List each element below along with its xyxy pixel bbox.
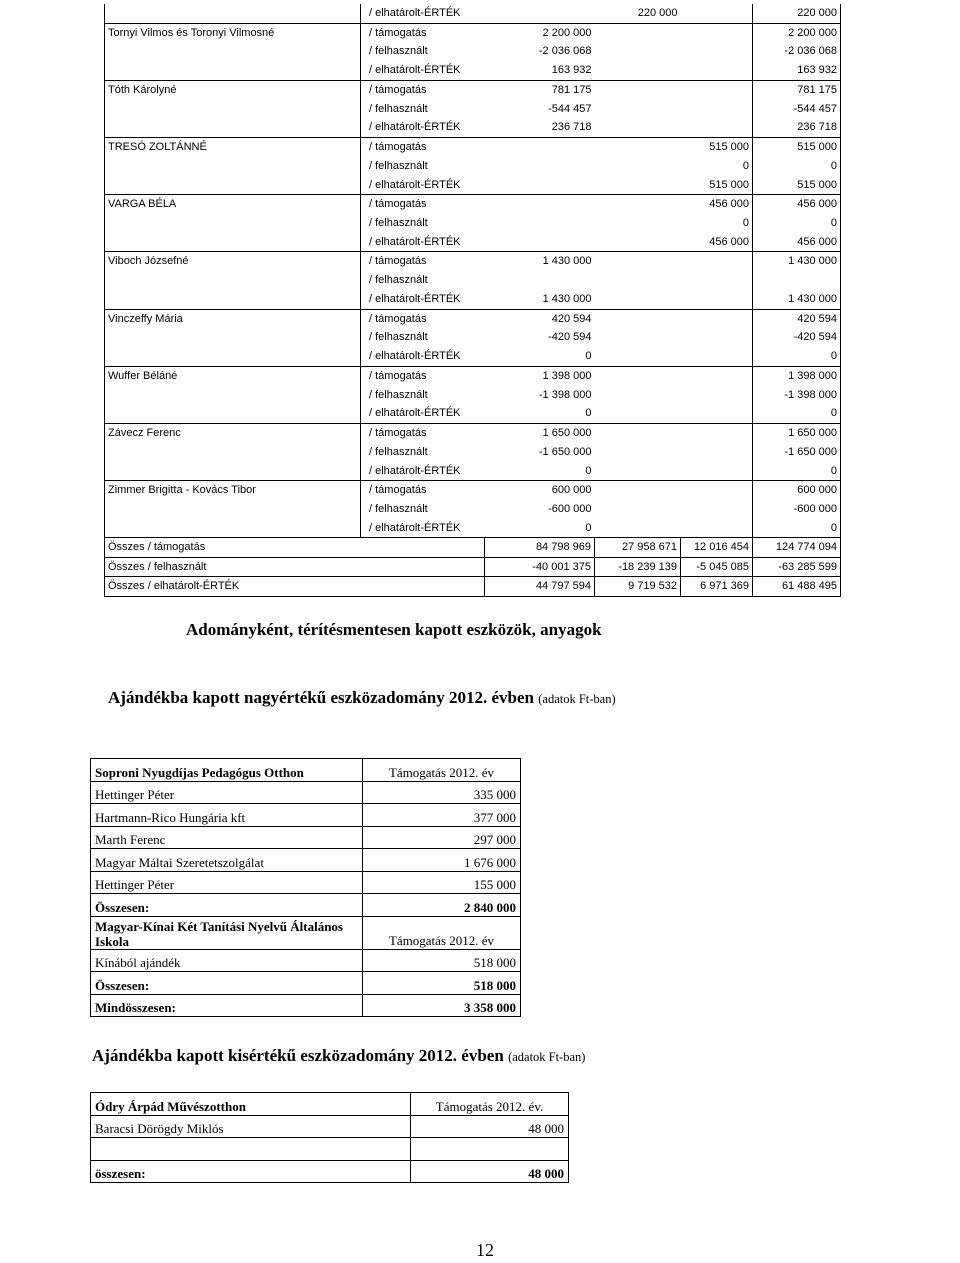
ledger-total: 420 594 <box>753 309 841 328</box>
ledger-value-1: 1 398 000 <box>542 369 592 382</box>
ledger-value-1: -2 036 068 <box>538 45 592 58</box>
ledger-name <box>105 404 361 423</box>
ledger-name <box>105 214 361 233</box>
ledger-value-2 <box>595 157 681 176</box>
big-donation-title-unit: (adatok Ft-ban) <box>538 692 616 706</box>
donation-label: Marth Ferenc <box>91 826 363 849</box>
ledger-total <box>753 271 841 290</box>
donation-row <box>91 1138 569 1161</box>
ledger-type: / felhasznált <box>361 157 485 176</box>
ledger-value-2 <box>595 328 681 347</box>
ledger-row <box>105 23 841 42</box>
ledger-value-3: 456 000 <box>681 233 753 252</box>
ledger-value-2 <box>595 366 681 385</box>
ledger-total-value-2: 27 958 671 <box>595 538 681 558</box>
donation-row <box>91 826 521 849</box>
section-title: Adományként, térítésmentesen kapott eszközök, anyagok <box>186 620 602 639</box>
ledger-row <box>105 481 841 500</box>
ledger-name <box>105 290 361 309</box>
ledger-value-1: 781 175 <box>551 83 592 96</box>
ledger-value-2 <box>595 137 681 156</box>
ledger-row <box>105 61 841 80</box>
ledger-total: 0 <box>753 404 841 423</box>
donation-value: Támogatás 2012. év <box>363 759 521 782</box>
ledger-value-3 <box>681 80 753 99</box>
ledger-value-3 <box>681 328 753 347</box>
ledger-value-1: 0 <box>485 347 595 366</box>
ledger-total: 781 175 <box>753 80 841 99</box>
ledger-value-2 <box>595 99 681 118</box>
ledger-total: -420 594 <box>753 328 841 347</box>
ledger-total: 600 000 <box>753 481 841 500</box>
ledger-total: 0 <box>753 214 841 233</box>
ledger-name <box>105 42 361 61</box>
ledger-value-2 <box>595 500 681 519</box>
ledger-row <box>105 385 841 404</box>
ledger-value-2 <box>595 519 681 538</box>
ledger-type: / támogatás <box>361 309 485 328</box>
ledger-value-2 <box>595 462 681 481</box>
ledger-type: / támogatás <box>361 195 485 214</box>
ledger-value-2 <box>595 23 681 42</box>
ledger-name <box>105 385 361 404</box>
ledger-value-2 <box>595 42 681 61</box>
ledger-value-3 <box>681 519 753 538</box>
ledger-row <box>105 157 841 176</box>
ledger-value-1: 0 <box>485 404 595 423</box>
ledger-value-1: 1 430 000 <box>485 290 595 309</box>
small-donation-table <box>90 1092 569 1183</box>
ledger-type: / támogatás <box>361 252 485 271</box>
donation-value: Támogatás 2012. év. <box>411 1093 569 1116</box>
ledger-value-1: -1 650 000 <box>538 445 592 458</box>
donation-row <box>91 972 521 995</box>
donation-row <box>91 849 521 872</box>
ledger-row <box>105 423 841 442</box>
ledger-row <box>105 328 841 347</box>
ledger-value-2 <box>595 385 681 404</box>
ledger-value-2 <box>595 233 681 252</box>
ledger-row <box>105 290 841 309</box>
ledger-type: / elhatárolt-ÉRTÉK <box>361 61 485 80</box>
ledger-name <box>105 443 361 462</box>
donation-value: 1 676 000 <box>363 849 521 872</box>
ledger-value-1 <box>485 157 595 176</box>
ledger-total: 0 <box>753 157 841 176</box>
ledger-name <box>105 328 361 347</box>
ledger-value-3 <box>681 42 753 61</box>
ledger-value-2 <box>595 214 681 233</box>
ledger-total: -1 398 000 <box>753 385 841 404</box>
ledger-value-3 <box>681 366 753 385</box>
ledger-total: 1 430 000 <box>753 252 841 271</box>
ledger-name <box>105 462 361 481</box>
ledger-value-3 <box>681 462 753 481</box>
ledger-total-value-3: 6 971 369 <box>681 577 753 597</box>
ledger-row <box>105 252 841 271</box>
ledger-value-1: 420 594 <box>551 312 592 325</box>
ledger-type: / elhatárolt-ÉRTÉK <box>361 462 485 481</box>
donation-label: Mindösszesen: <box>91 994 363 1017</box>
ledger-name: Závecz Ferenc <box>105 423 361 442</box>
ledger-row <box>105 462 841 481</box>
donation-label: Baracsi Dörögdy Miklós <box>91 1115 411 1138</box>
small-donation-title <box>92 1046 585 1066</box>
small-donation-title-main: Ajándékba kapott kisértékű eszközadomány 2012. évben <box>92 1046 504 1065</box>
ledger-value-3 <box>681 118 753 137</box>
ledger-row <box>105 4 841 23</box>
ledger-value-3: 0 <box>742 216 749 229</box>
ledger-row <box>105 214 841 233</box>
donation-value: 3 358 000 <box>363 994 521 1017</box>
ledger-value-1: 0 <box>485 519 595 538</box>
donation-row <box>91 1115 569 1138</box>
ledger-value-1: -600 000 <box>548 502 592 515</box>
ledger-type: / felhasznált <box>361 271 485 290</box>
ledger-row <box>105 99 841 118</box>
ledger-row <box>105 271 841 290</box>
ledger-value-2 <box>595 176 681 195</box>
ledger-row <box>105 309 841 328</box>
ledger-name <box>105 61 361 80</box>
ledger-value-3 <box>681 290 753 309</box>
donation-value: 335 000 <box>363 781 521 804</box>
ledger-value-2 <box>595 80 681 99</box>
ledger-value-2 <box>595 252 681 271</box>
donation-row <box>91 894 521 917</box>
ledger-value-3 <box>681 4 753 23</box>
ledger-name: TRESÓ ZOLTÁNNÉ <box>105 137 361 156</box>
ledger-total-label: Összes / felhasznált <box>105 557 485 577</box>
ledger-value-2 <box>595 404 681 423</box>
ledger-name: Wuffer Béláné <box>105 366 361 385</box>
ledger-total-sum: 124 774 094 <box>753 538 841 558</box>
ledger-value-3 <box>681 385 753 404</box>
ledger-name <box>105 519 361 538</box>
ledger-name <box>105 99 361 118</box>
ledger-type: / elhatárolt-ÉRTÉK <box>361 176 485 195</box>
ledger-value-1: 163 932 <box>485 61 595 80</box>
ledger-type: / felhasznált <box>361 42 485 61</box>
ledger-type: / elhatárolt-ÉRTÉK <box>361 233 485 252</box>
ledger-total-value-3: -5 045 085 <box>681 557 753 577</box>
ledger-type: / felhasznált <box>361 443 485 462</box>
ledger-row <box>105 233 841 252</box>
ledger-total: 456 000 <box>753 195 841 214</box>
ledger-value-1 <box>485 214 595 233</box>
ledger-value-3: 456 000 <box>709 198 749 211</box>
ledger-total: -544 457 <box>753 99 841 118</box>
ledger-total: 2 200 000 <box>753 23 841 42</box>
big-donation-title-main: Ajándékba kapott nagyértékű eszközadomány 2012. évben <box>108 688 534 707</box>
donation-label: Hettinger Péter <box>91 781 363 804</box>
ledger-value-3: 0 <box>742 159 749 172</box>
ledger-value-3 <box>681 271 753 290</box>
donation-value: 2 840 000 <box>363 894 521 917</box>
donation-value: 297 000 <box>363 826 521 849</box>
ledger-type: / felhasznált <box>361 500 485 519</box>
ledger-total-value-2: -18 239 139 <box>595 557 681 577</box>
ledger-row <box>105 404 841 423</box>
donation-row <box>91 759 521 782</box>
ledger-total-label: Összes / elhatárolt-ÉRTÉK <box>105 577 485 597</box>
ledger-row <box>105 42 841 61</box>
ledger-value-2 <box>595 443 681 462</box>
ledger-name <box>105 118 361 137</box>
ledger-value-1: 1 430 000 <box>542 255 592 268</box>
ledger-value-1: -420 594 <box>548 331 592 344</box>
ledger-total: -2 036 068 <box>753 42 841 61</box>
ledger-value-2 <box>595 118 681 137</box>
ledger-name: Zimmer Brigitta - Kovács Tibor <box>105 481 361 500</box>
ledger-value-2 <box>595 271 681 290</box>
ledger-total-value-1: -40 001 375 <box>485 557 595 577</box>
ledger-total: 163 932 <box>753 61 841 80</box>
ledger-row <box>105 366 841 385</box>
ledger-value-1: 1 650 000 <box>542 426 592 439</box>
ledger-name <box>105 500 361 519</box>
ledger-total-sum: 61 488 495 <box>753 577 841 597</box>
ledger-row <box>105 519 841 538</box>
donation-label: Magyar-Kínai Két Tanítási Nyelvű Általános Iskola <box>91 916 363 949</box>
ledger-total: 0 <box>753 519 841 538</box>
ledger-row <box>105 500 841 519</box>
ledger-value-3 <box>681 309 753 328</box>
donation-row <box>91 871 521 894</box>
donation-label: Hettinger Péter <box>91 871 363 894</box>
ledger-total-value-1: 44 797 594 <box>485 577 595 597</box>
donation-value: 518 000 <box>363 949 521 972</box>
ledger-value-1 <box>485 4 595 23</box>
donation-row <box>91 804 521 827</box>
donation-row <box>91 949 521 972</box>
ledger-name: Vinczeffy Mária <box>105 309 361 328</box>
ledger-name: Tornyi Vilmos és Toronyi Vilmosné <box>105 23 361 42</box>
ledger-name <box>105 176 361 195</box>
ledger-value-2 <box>595 423 681 442</box>
ledger-type: / elhatárolt-ÉRTÉK <box>361 4 485 23</box>
ledger-row <box>105 443 841 462</box>
ledger-total: 1 398 000 <box>753 366 841 385</box>
ledger-name: VARGA BÉLA <box>105 195 361 214</box>
ledger-name: Viboch Józsefné <box>105 252 361 271</box>
ledger-value-2 <box>595 309 681 328</box>
ledger-value-3 <box>681 500 753 519</box>
ledger-type: / támogatás <box>361 366 485 385</box>
ledger-name <box>105 347 361 366</box>
ledger-value-2 <box>595 481 681 500</box>
ledger-value-3 <box>681 61 753 80</box>
ledger-value-1: -544 457 <box>548 102 592 115</box>
ledger-row <box>105 80 841 99</box>
ledger-type: / elhatárolt-ÉRTÉK <box>361 404 485 423</box>
donation-label <box>91 1138 411 1161</box>
ledger-value-3 <box>681 423 753 442</box>
ledger-name <box>105 233 361 252</box>
ledger-name <box>105 4 361 23</box>
ledger-value-3 <box>681 443 753 462</box>
ledger-total-row <box>105 557 841 577</box>
ledger-value-1 <box>485 233 595 252</box>
ledger-row <box>105 176 841 195</box>
ledger-row <box>105 347 841 366</box>
ledger-type: / támogatás <box>361 23 485 42</box>
donation-value: 155 000 <box>363 871 521 894</box>
ledger-value-3 <box>681 404 753 423</box>
ledger-value-1 <box>485 195 595 214</box>
ledger-total: 515 000 <box>753 137 841 156</box>
ledger-type: / elhatárolt-ÉRTÉK <box>361 519 485 538</box>
ledger-value-1 <box>485 271 595 290</box>
ledger-value-3 <box>681 99 753 118</box>
donation-value: 518 000 <box>363 972 521 995</box>
donation-label: Ódry Árpád Művészotthon <box>91 1093 411 1116</box>
ledger-name: Tóth Károlyné <box>105 80 361 99</box>
ledger-total-row <box>105 577 841 597</box>
ledger-total: 1 650 000 <box>753 423 841 442</box>
donation-row <box>91 916 521 949</box>
ledger-total-value-1: 84 798 969 <box>485 538 595 558</box>
donation-label: Kínából ajándék <box>91 949 363 972</box>
ledger-type: / támogatás <box>361 80 485 99</box>
ledger-total: 1 430 000 <box>753 290 841 309</box>
ledger-type: / támogatás <box>361 481 485 500</box>
ledger-type: / elhatárolt-ÉRTÉK <box>361 118 485 137</box>
ledger-total: 236 718 <box>753 118 841 137</box>
ledger-type: / elhatárolt-ÉRTÉK <box>361 347 485 366</box>
ledger-value-2: 220 000 <box>595 4 681 23</box>
ledger-total-sum: -63 285 599 <box>753 557 841 577</box>
ledger-total: 0 <box>753 347 841 366</box>
ledger-row <box>105 118 841 137</box>
ledger-value-3: 515 000 <box>681 176 753 195</box>
ledger-total: 220 000 <box>753 4 841 23</box>
ledger-row <box>105 137 841 156</box>
ledger-total: 515 000 <box>753 176 841 195</box>
ledger-type: / felhasznált <box>361 385 485 404</box>
donation-row <box>91 781 521 804</box>
ledger-total-label: Összes / támogatás <box>105 538 485 558</box>
donation-label: összesen: <box>91 1160 411 1183</box>
ledger-total: -1 650 000 <box>753 443 841 462</box>
ledger-type: / támogatás <box>361 423 485 442</box>
ledger-value-1: 2 200 000 <box>542 26 592 39</box>
ledger-type: / felhasznált <box>361 328 485 347</box>
donation-value <box>411 1138 569 1161</box>
ledger-value-3 <box>681 481 753 500</box>
ledger-value-3 <box>681 23 753 42</box>
ledger-value-3 <box>681 252 753 271</box>
ledger-name <box>105 157 361 176</box>
donation-label: Hartmann-Rico Hungária kft <box>91 804 363 827</box>
ledger-row <box>105 195 841 214</box>
ledger-value-1 <box>485 176 595 195</box>
ledger-type: / támogatás <box>361 137 485 156</box>
ledger-value-3: 515 000 <box>709 140 749 153</box>
ledger-value-1: 600 000 <box>551 484 592 497</box>
donation-label: Soproni Nyugdíjas Pedagógus Otthon <box>91 759 363 782</box>
ledger-name <box>105 271 361 290</box>
ledger-total: 0 <box>753 462 841 481</box>
donation-label: Összesen: <box>91 972 363 995</box>
ledger-value-1: 236 718 <box>485 118 595 137</box>
ledger-value-2 <box>595 195 681 214</box>
donation-value: Támogatás 2012. év <box>363 916 521 949</box>
ledger-type: / felhasznált <box>361 99 485 118</box>
page-number: 12 <box>476 1240 494 1260</box>
ledger-value-1 <box>485 137 595 156</box>
small-donation-title-unit: (adatok Ft-ban) <box>508 1050 586 1064</box>
donation-label: Összesen: <box>91 894 363 917</box>
ledger-value-3 <box>681 347 753 366</box>
ledger-value-1: 0 <box>485 462 595 481</box>
big-donation-table <box>90 758 521 1017</box>
donation-value: 48 000 <box>411 1115 569 1138</box>
big-donation-title <box>108 688 616 708</box>
ledger-value-2 <box>595 347 681 366</box>
donation-label: Magyar Máltai Szeretetszolgálat <box>91 849 363 872</box>
ledger-total: -600 000 <box>753 500 841 519</box>
ledger-type: / elhatárolt-ÉRTÉK <box>361 290 485 309</box>
ledger-value-2 <box>595 290 681 309</box>
donation-row <box>91 994 521 1017</box>
ledger-table <box>104 4 840 597</box>
donation-value: 48 000 <box>411 1160 569 1183</box>
donation-row <box>91 1160 569 1183</box>
ledger-total: 456 000 <box>753 233 841 252</box>
ledger-value-1: -1 398 000 <box>538 388 592 401</box>
donation-row <box>91 1093 569 1116</box>
donation-value: 377 000 <box>363 804 521 827</box>
ledger-total-value-2: 9 719 532 <box>595 577 681 597</box>
ledger-total-value-3: 12 016 454 <box>681 538 753 558</box>
ledger-total-row <box>105 538 841 558</box>
ledger-value-2 <box>595 61 681 80</box>
ledger-type: / felhasznált <box>361 214 485 233</box>
